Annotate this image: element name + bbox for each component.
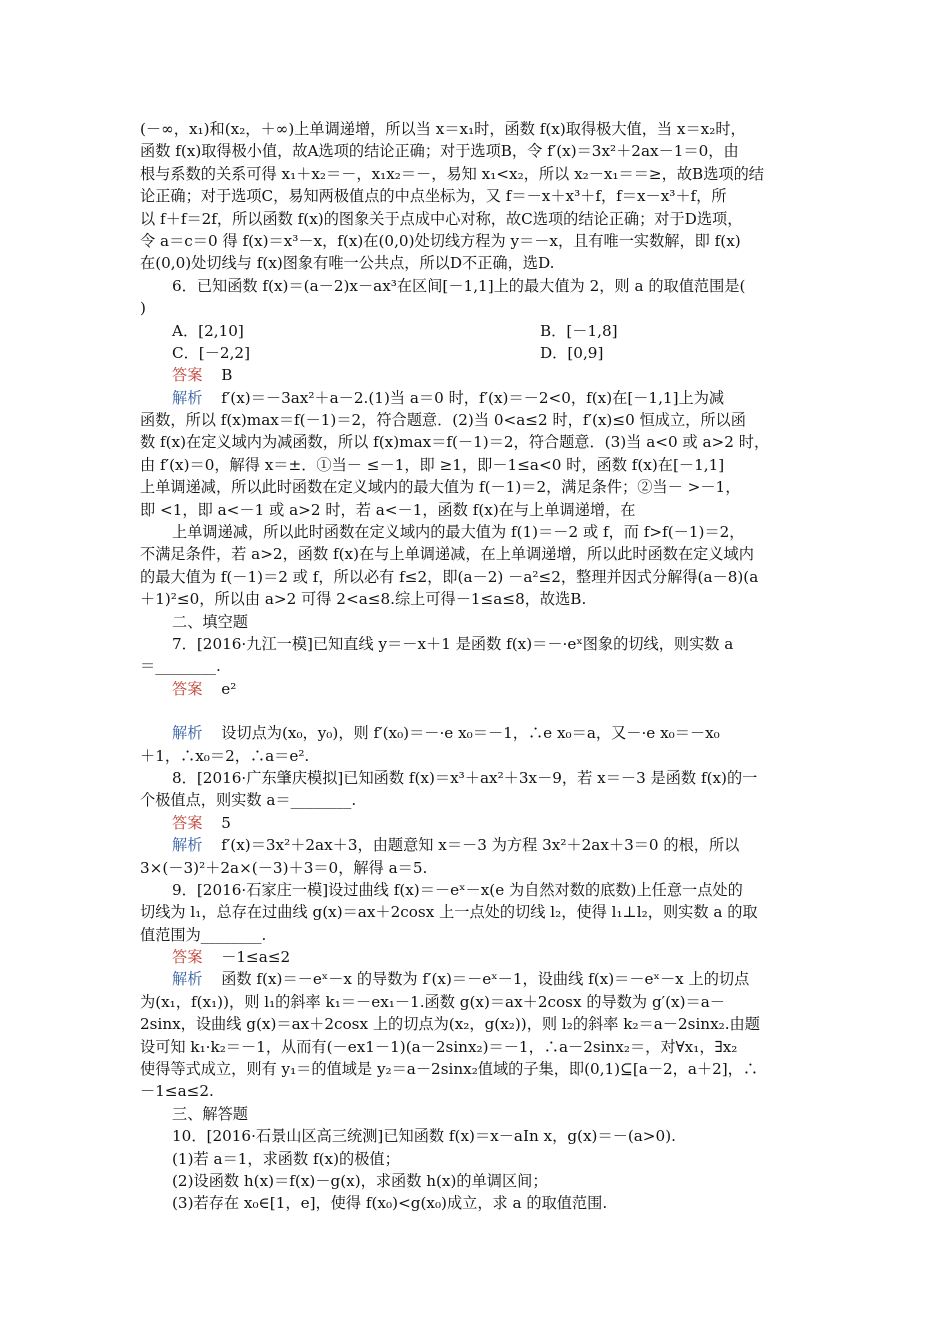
answer-value: e² bbox=[221, 679, 237, 698]
text-line: 数 f(x)在定义域内为减函数，所以 f(x)max＝f(－1)＝2，符合题意．(3)当 a<0 或 a>2 时， bbox=[140, 433, 770, 452]
text-line: 设可知 k₁·k₂＝－1，从而有(－ex1－1)(a－2sinx₂)＝－1，∴a－2sinx₂＝，对∀x₁，∃x₂ bbox=[140, 1037, 738, 1056]
section-heading: 三、解答题 bbox=[172, 1104, 248, 1123]
answer-label: 答案 bbox=[172, 366, 203, 385]
analysis-text: 设切点为(x₀，y₀)，则 f′(x₀)＝－·e x₀＝－1，∴e x₀＝a，又－·e x₀＝－x₀ bbox=[221, 724, 720, 743]
answer-value: B bbox=[221, 366, 233, 385]
question-8-stem-cont: 个极值点，则实数 a＝________. bbox=[140, 791, 357, 810]
question-7-stem: 7．[2016·九江一模]已知直线 y＝－x＋1 是函数 f(x)＝－·eˣ图象的切线，则实数 a bbox=[172, 634, 734, 653]
text-line: (－∞，x₁)和(x₂，＋∞)上单调递增，所以当 x＝x₁时，函数 f(x)取得极大值，当 x＝x₂时， bbox=[140, 120, 746, 138]
text-line: 令 a＝c＝0 得 f(x)＝x³－x，f(x)在(0,0)处切线方程为 y＝－x，且有唯一实数解，即 f(x) bbox=[140, 231, 741, 250]
question-10-part-2: (2)设函数 h(x)＝f(x)－g(x)，求函数 h(x)的单调区间； bbox=[172, 1171, 548, 1190]
question-9-stem-cont: 切线为 l₁，总存在过曲线 g(x)＝ax＋2cosx 上一点处的切线 l₂，使得 l₁⊥l₂，则实数 a 的取 bbox=[140, 903, 758, 922]
question-6-stem: 6．已知函数 f(x)＝(a－2)x－ax³在区间[－1,1]上的最大值为 2，则 a 的取值范围是( bbox=[172, 276, 746, 295]
text-line: 即 <1，即 a<－1 或 a>2 时，若 a<－1，函数 f(x)在与上单调递增，在 bbox=[140, 500, 636, 519]
text-line: 3×(－3)²＋2a×(－3)＋3＝0，解得 a＝5. bbox=[140, 858, 428, 877]
text-line: 论正确；对于选项C，易知两极值点的中点坐标为，又 f＝－x＋x³＋f，f＝x－x³＋f，所 bbox=[140, 187, 727, 206]
question-9-stem: 9．[2016·石家庄一模]设过曲线 f(x)＝－eˣ－x(e 为自然对数的底数)上任意一点处的 bbox=[172, 880, 743, 899]
text-line: 以 f＋f＝2f，所以函数 f(x)的图象关于点成中心对称，故C选项的结论正确；对于D选项， bbox=[140, 209, 743, 228]
question-7-stem-cont: ＝________. bbox=[140, 657, 221, 676]
text-line: 函数，所以 f(x)max＝f(－1)＝2，符合题意．(2)当 0<a≤2 时，f′(x)≤0 恒成立，所以函 bbox=[140, 411, 746, 430]
text-line: 为(x₁，f(x₁))，则 l₁的斜率 k₁＝－ex₁－1.函数 g(x)＝ax＋2cosx 的导数为 g′(x)＝a－ bbox=[140, 992, 725, 1011]
question-6-stem-cont: ) bbox=[140, 299, 146, 318]
section-heading: 二、填空题 bbox=[172, 612, 248, 631]
analysis-text: 函数 f(x)＝－eˣ－x 的导数为 f′(x)＝－eˣ－1，设曲线 f(x)＝－eˣ－x 上的切点 bbox=[221, 970, 750, 989]
question-6-options-row-2 bbox=[140, 342, 812, 364]
text-line: ＋1)²≤0，所以由 a>2 可得 2<a≤8.综上可得－1≤a≤8，故选B. bbox=[140, 590, 587, 609]
answer-value: 5 bbox=[221, 813, 231, 832]
question-8-analysis bbox=[140, 834, 812, 856]
question-7-analysis bbox=[140, 722, 812, 744]
answer-label: 答案 bbox=[172, 948, 203, 967]
option-c: C．[－2,2] bbox=[172, 343, 250, 362]
question-10-part-1: (1)若 a＝1，求函数 f(x)的极值； bbox=[172, 1149, 400, 1168]
analysis-label: 解析 bbox=[172, 388, 203, 407]
question-7-answer bbox=[140, 678, 812, 700]
text-line: ＋1，∴x₀＝2，∴a＝e². bbox=[140, 746, 310, 765]
text-line: 在(0,0)处切线与 f(x)图象有唯一公共点，所以D不正确，选D. bbox=[140, 254, 555, 273]
text-line: 上单调递减，所以此时函数在定义域内的最大值为 f(－1)＝2，满足条件；②当－ >－1， bbox=[140, 478, 741, 497]
text-line: 函数 f(x)取得极小值，故A选项的结论正确；对于选项B，令 f′(x)＝3x²＋2ax－1＝0，由 bbox=[140, 142, 739, 161]
analysis-label: 解析 bbox=[172, 724, 203, 743]
text-line: 由 f′(x)＝0，解得 x＝±．①当－ ≤－1，即 ≥1，即－1≤a<0 时，函数 f(x)在[－1,1] bbox=[140, 455, 725, 474]
analysis-text: f′(x)＝－3ax²＋a－2.(1)当 a＝0 时，f′(x)＝－2<0，f(x)在[－1,1]上为减 bbox=[221, 388, 725, 407]
question-9-answer bbox=[140, 946, 812, 968]
answer-label: 答案 bbox=[172, 813, 203, 832]
text-line: 的最大值为 f(－1)＝2 或 f，所以必有 f≤2，即(a－2) －a²≤2，整理并因式分解得(a－8)(a bbox=[140, 567, 759, 586]
option-d: D．[0,9] bbox=[540, 343, 604, 362]
question-6-answer bbox=[140, 364, 812, 386]
document-content bbox=[140, 118, 812, 1215]
text-line: 上单调递减，所以此时函数在定义域内的最大值为 f(1)＝－2 或 f，而 f>f(－1)＝2， bbox=[172, 523, 745, 542]
option-a: A．[2,10] bbox=[172, 321, 244, 340]
question-10-stem: 10．[2016·石景山区高三统测]已知函数 f(x)＝x－aIn x，g(x)＝－(a>0). bbox=[172, 1127, 676, 1146]
blank-space bbox=[140, 700, 812, 722]
question-9-stem-cont: 值范围为________. bbox=[140, 925, 267, 944]
question-6-options-row-1 bbox=[140, 320, 812, 342]
question-9-analysis bbox=[140, 968, 812, 990]
analysis-label: 解析 bbox=[172, 970, 203, 989]
question-8-answer bbox=[140, 812, 812, 834]
text-line: 2sinx，设曲线 g(x)＝ax＋2cosx 上的切点为(x₂，g(x₂))，则 l₂的斜率 k₂＝a－2sinx₂.由题 bbox=[140, 1015, 760, 1034]
text-line: －1≤a≤2. bbox=[140, 1082, 214, 1101]
analysis-label: 解析 bbox=[172, 836, 203, 855]
question-10-part-3: (3)若存在 x₀∈[1，e]，使得 f(x₀)<g(x₀)成立，求 a 的取值范围. bbox=[172, 1194, 608, 1213]
answer-label: 答案 bbox=[172, 679, 203, 698]
question-8-stem: 8．[2016·广东肇庆模拟]已知函数 f(x)＝x³＋ax²＋3x－9，若 x＝－3 是函数 f(x)的一 bbox=[172, 768, 758, 787]
option-b: B．[－1,8] bbox=[540, 321, 618, 340]
text-line: 根与系数的关系可得 x₁＋x₂＝－，x₁x₂＝－，易知 x₁<x₂，所以 x₂－x₁＝＝≥，故B选项的结 bbox=[140, 164, 764, 183]
text-line: 使得等式成立，则有 y₁＝的值域是 y₂＝a－2sinx₂值域的子集，即(0,1)⊆[a－2，a＋2]，∴ bbox=[140, 1060, 759, 1079]
question-6-analysis bbox=[140, 387, 812, 409]
answer-value: －1≤a≤2 bbox=[221, 948, 291, 967]
text-line: 不满足条件，若 a>2，函数 f(x)在与上单调递减，在上单调递增，所以此时函数在定义域内 bbox=[140, 545, 754, 564]
analysis-text: f′(x)＝3x²＋2ax＋3，由题意知 x＝－3 为方程 3x²＋2ax＋3＝0 的根，所以 bbox=[221, 836, 740, 855]
